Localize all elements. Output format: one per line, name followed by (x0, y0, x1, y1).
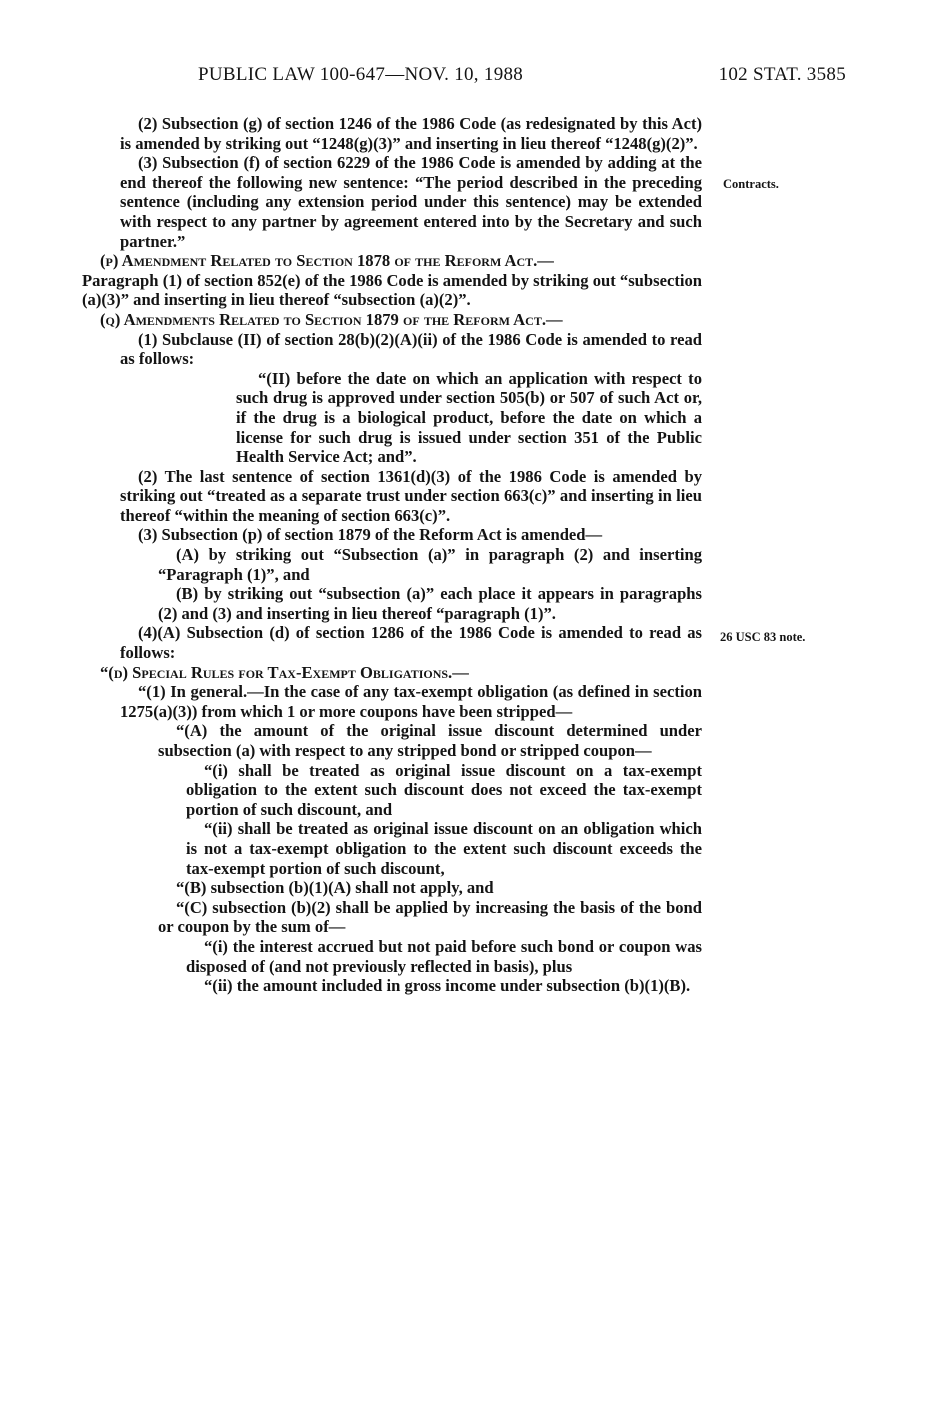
paragraph-q3-A: (A) by striking out “Subsection (a)” in paragraph (2) and inserting “Paragraph (1)”, and (158, 545, 702, 584)
paragraph-d1-A: “(A) the amount of the original issue discount determined under subsection (a) with respect to any stripped bond or stripped coupon— (158, 721, 702, 760)
document-body (82, 114, 702, 996)
heading-d-special-rules: “(d) Special Rules for Tax-Exempt Obligations.— (100, 662, 469, 682)
paragraph-p-body: Paragraph (1) of section 852(e) of the 1986 Code is amended by striking out “subsection (a)(3)” and inserting in lieu thereof “subsection (a)(2)”. (82, 270, 702, 310)
paragraph-q2: (2) The last sentence of section 1361(d)(3) of the 1986 Code is amended by striking out “treated as a separate trust under section 663(c)” and inserting in lieu thereof “within the meaning of section 663(c)”. (120, 466, 702, 525)
paragraph-d1-C-i: “(i) the interest accrued but not paid before such bond or coupon was disposed of (and not previously reflected in basis), plus (186, 936, 702, 976)
paragraph-q1: (1) Subclause (II) of section 28(b)(2)(A)(ii) of the 1986 Code is amended to read as follows: (120, 329, 702, 369)
margin-note-usc: 26 USC 83 note. (720, 630, 806, 644)
margin-note-contracts: Contracts. (723, 177, 779, 191)
paragraph-d1-C: “(C) subsection (b)(2) shall be applied by increasing the basis of the bond or coupon by the sum of— (158, 897, 702, 937)
heading-q-amendments-1879: (q) Amendments Related to Section 1879 of the Reform Act.— (100, 309, 563, 329)
paragraph-q3-B: (B) by striking out “subsection (a)” each place it appears in paragraphs (2) and (3) and inserting in lieu thereof “paragraph (1)”. (158, 584, 702, 623)
paragraph-q3: (3) Subsection (p) of section 1879 of the Reform Act is amended— (138, 525, 603, 545)
header-stat-reference: 102 STAT. 3585 (718, 64, 846, 85)
paragraph-d1-B: “(B) subsection (b)(1)(A) shall not apply, and (176, 878, 494, 898)
page-header (160, 64, 850, 92)
paragraph-2-subsection-g: (2) Subsection (g) of section 1246 of the 1986 Code (as redesignated by this Act) is amended by striking out “1248(g)(3)” and inserting in lieu thereof “1248(g)(2)”. (120, 114, 702, 153)
paragraph-d1-C-ii: “(ii) the amount included in gross income under subsection (b)(1)(B). (204, 976, 691, 996)
paragraph-d1-A-ii: “(ii) shall be treated as original issue discount on an obligation which is not a tax-exempt obligation to the extent such discount exceeds the tax-exempt portion of such discount, (186, 819, 702, 878)
quoted-subclause-II: “(II) before the date on which an application with respect to such drug is approved under section 505(b) or 507 of such Act or, if the drug is a biological product, before the date on which a license for such drug is issued under section 351 of the Public Health Service Act; and”. (236, 368, 702, 467)
paragraph-d1-A-i: “(i) shall be treated as original issue discount on a tax-exempt obligation to the extent such discount does not exceed the tax-exempt portion of such discount, and (186, 760, 702, 819)
paragraph-d1-in-general: “(1) In general.—In the case of any tax-exempt obligation (as defined in section 1275(a)(3)) from which 1 or more coupons have been stripped— (120, 682, 702, 721)
header-title: PUBLIC LAW 100-647—NOV. 10, 1988 (198, 64, 524, 85)
paragraph-3-subsection-f: (3) Subsection (f) of section 6229 of the 1986 Code is amended by adding at the end thereof the following new sentence: “The period described in the preceding sentence (including any extension period under this sentence) may be extended with respect to any partner by agreement entered into by the Secretary and such partner.” (120, 153, 702, 251)
heading-p-amendment-1878: (p) Amendment Related to Section 1878 of the Reform Act.— (100, 251, 554, 271)
paragraph-q4-A: (4)(A) Subsection (d) of section 1286 of the 1986 Code is amended to read as follows: (120, 623, 702, 663)
